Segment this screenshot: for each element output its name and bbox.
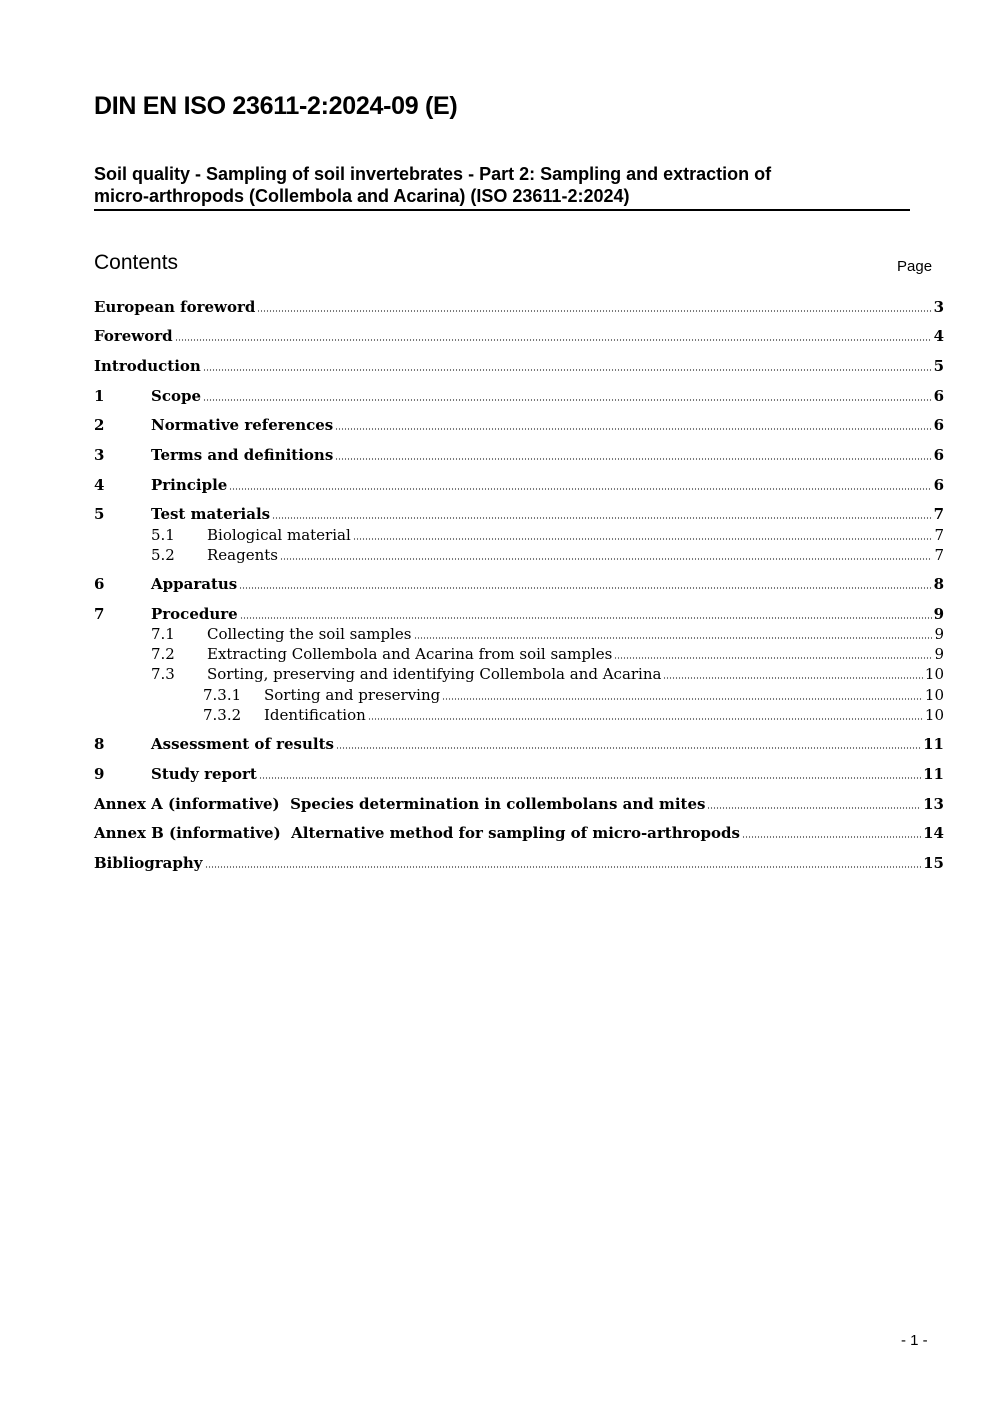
toc-entry-sorting-preserving-identifying[interactable] xyxy=(94,664,944,684)
toc-entry-biological-material[interactable] xyxy=(94,525,944,545)
toc-entry-number: 7.2 xyxy=(151,645,175,663)
toc-leader-dots xyxy=(336,747,921,749)
toc-leader-dots xyxy=(203,369,932,371)
toc-entry-page: 10 xyxy=(924,686,944,704)
toc-entry-title: Foreword xyxy=(94,327,173,345)
toc-entry-number: 5.2 xyxy=(151,546,175,564)
toc-entry-scope[interactable] xyxy=(94,386,944,406)
toc-entry-title: Biological material xyxy=(207,526,351,544)
toc-entry-title: Assessment of results xyxy=(151,735,334,753)
toc-entry-page: 7 xyxy=(934,526,944,544)
toc-entry-introduction[interactable] xyxy=(94,356,944,376)
toc-entry-title: Study report xyxy=(151,765,257,783)
toc-entry-page: 8 xyxy=(933,575,944,593)
toc-entry-number: 9 xyxy=(94,765,105,783)
toc-leader-dots xyxy=(614,657,932,659)
toc-entry-title: Identification xyxy=(264,706,366,724)
toc-entry-title: Extracting Collembola and Acarina from soil samples xyxy=(207,645,613,663)
toc-entry-annex-b[interactable] xyxy=(94,823,944,843)
toc-leader-dots xyxy=(414,637,933,639)
toc-entry-title: Sorting, preserving and identifying Collembola and Acarina xyxy=(207,665,662,683)
toc-entry-page: 9 xyxy=(933,605,944,623)
toc-leader-dots xyxy=(335,428,931,430)
toc-entry-page: 10 xyxy=(924,706,944,724)
toc-entry-page: 11 xyxy=(923,765,944,783)
toc-entry-title: Reagents xyxy=(207,546,278,564)
toc-entry-title: Introduction xyxy=(94,357,201,375)
toc-entry-assessment-of-results[interactable] xyxy=(94,734,944,754)
toc-entry-page: 6 xyxy=(933,416,944,434)
toc-entry-identification[interactable] xyxy=(94,705,944,725)
toc-leader-dots xyxy=(257,310,931,312)
toc-leader-dots xyxy=(280,558,932,560)
toc-entry-terms-and-definitions[interactable] xyxy=(94,445,944,465)
toc-entry-number: 1 xyxy=(94,387,105,405)
toc-leader-dots xyxy=(259,777,921,779)
toc-entry-page: 6 xyxy=(933,387,944,405)
toc-entry-number: 5 xyxy=(94,505,105,523)
toc-entry-number: 7.1 xyxy=(151,625,175,643)
toc-entry-test-materials[interactable] xyxy=(94,504,944,524)
toc-entry-page: 14 xyxy=(923,824,944,842)
toc-leader-dots xyxy=(353,538,933,540)
toc-entry-title: Apparatus xyxy=(151,575,238,593)
toc-leader-dots xyxy=(203,399,932,401)
toc-leader-dots xyxy=(442,698,923,700)
toc-entry-number: 7.3 xyxy=(151,665,175,683)
toc-entry-bibliography[interactable] xyxy=(94,853,944,873)
toc-entry-page: 5 xyxy=(933,357,944,375)
toc-entry-reagents[interactable] xyxy=(94,545,944,565)
toc-leader-dots xyxy=(663,677,922,679)
toc-entry-number: 5.1 xyxy=(151,526,175,544)
toc-entry-principle[interactable] xyxy=(94,475,944,495)
toc-entry-number: 7.3.1 xyxy=(203,686,242,704)
toc-entry-collecting-soil-samples[interactable] xyxy=(94,624,944,644)
toc-leader-dots xyxy=(335,458,931,460)
toc-leader-dots xyxy=(368,718,923,720)
toc-entry-page: 11 xyxy=(923,735,944,753)
toc-entry-extracting-collembola-acarina[interactable] xyxy=(94,644,944,664)
toc-entry-page: 13 xyxy=(923,795,944,813)
toc-leader-dots xyxy=(272,517,931,519)
toc-entry-page: 10 xyxy=(924,665,944,683)
toc-leader-dots xyxy=(175,339,932,341)
subtitle-line-1: Soil quality - Sampling of soil invertebrates - Part 2: Sampling and extraction of xyxy=(94,164,772,184)
toc-entry-page: 4 xyxy=(933,327,944,345)
toc-entry-page: 6 xyxy=(933,446,944,464)
toc-entry-normative-references[interactable] xyxy=(94,415,944,435)
toc-leader-dots xyxy=(742,836,921,838)
document-subtitle xyxy=(94,163,910,211)
footer-page-number: - 1 - xyxy=(901,1332,928,1349)
toc-entry-sorting-and-preserving[interactable] xyxy=(94,685,944,705)
toc-entry-number: 8 xyxy=(94,735,105,753)
toc-entry-page: 7 xyxy=(933,505,944,523)
toc-leader-dots xyxy=(239,587,931,589)
toc-entry-title: Collecting the soil samples xyxy=(207,625,412,643)
toc-entry-procedure[interactable] xyxy=(94,604,944,624)
subtitle-line-2: micro-arthropods (Collembola and Acarina) (ISO 23611-2:2024) xyxy=(94,186,630,206)
toc-entry-title: Bibliography xyxy=(94,854,203,872)
toc-leader-dots xyxy=(240,617,932,619)
contents-heading: Contents xyxy=(94,251,179,274)
document-title: DIN EN ISO 23611-2:2024-09 (E) xyxy=(94,92,458,120)
toc-entry-number: 7.3.2 xyxy=(203,706,242,724)
toc-entry-page: 15 xyxy=(923,854,944,872)
toc-entry-title: Normative references xyxy=(151,416,334,434)
toc-entry-apparatus[interactable] xyxy=(94,574,944,594)
toc-entry-number: 7 xyxy=(94,605,105,623)
toc-entry-title: Annex A (informative) Species determination in collembolans and mites xyxy=(94,795,706,813)
toc-entry-page: 3 xyxy=(933,298,944,316)
toc-entry-title: Sorting and preserving xyxy=(264,686,441,704)
toc-entry-annex-a[interactable] xyxy=(94,794,944,814)
toc-entry-page: 6 xyxy=(933,476,944,494)
toc-entry-title: Test materials xyxy=(151,505,271,523)
toc-entry-page: 9 xyxy=(934,625,944,643)
toc-entry-title: European foreword xyxy=(94,298,256,316)
toc-entry-title: Scope xyxy=(151,387,202,405)
toc-entry-number: 4 xyxy=(94,476,105,494)
toc-entry-page: 7 xyxy=(934,546,944,564)
page-column-label: Page xyxy=(897,258,933,275)
toc-entry-european-foreword[interactable] xyxy=(94,297,944,317)
toc-entry-title: Principle xyxy=(151,476,228,494)
toc-entry-title: Terms and definitions xyxy=(151,446,334,464)
toc-entry-study-report[interactable] xyxy=(94,764,944,784)
toc-entry-number: 6 xyxy=(94,575,105,593)
toc-entry-foreword[interactable] xyxy=(94,326,944,346)
toc-entry-number: 2 xyxy=(94,416,105,434)
toc-entry-number: 3 xyxy=(94,446,105,464)
toc-entry-title: Procedure xyxy=(151,605,238,623)
toc-leader-dots xyxy=(229,488,931,490)
toc-leader-dots xyxy=(707,807,921,809)
toc-leader-dots xyxy=(205,866,922,868)
toc-entry-page: 9 xyxy=(934,645,944,663)
toc-entry-title: Annex B (informative) Alternative method for sampling of micro-arthropods xyxy=(94,824,740,842)
